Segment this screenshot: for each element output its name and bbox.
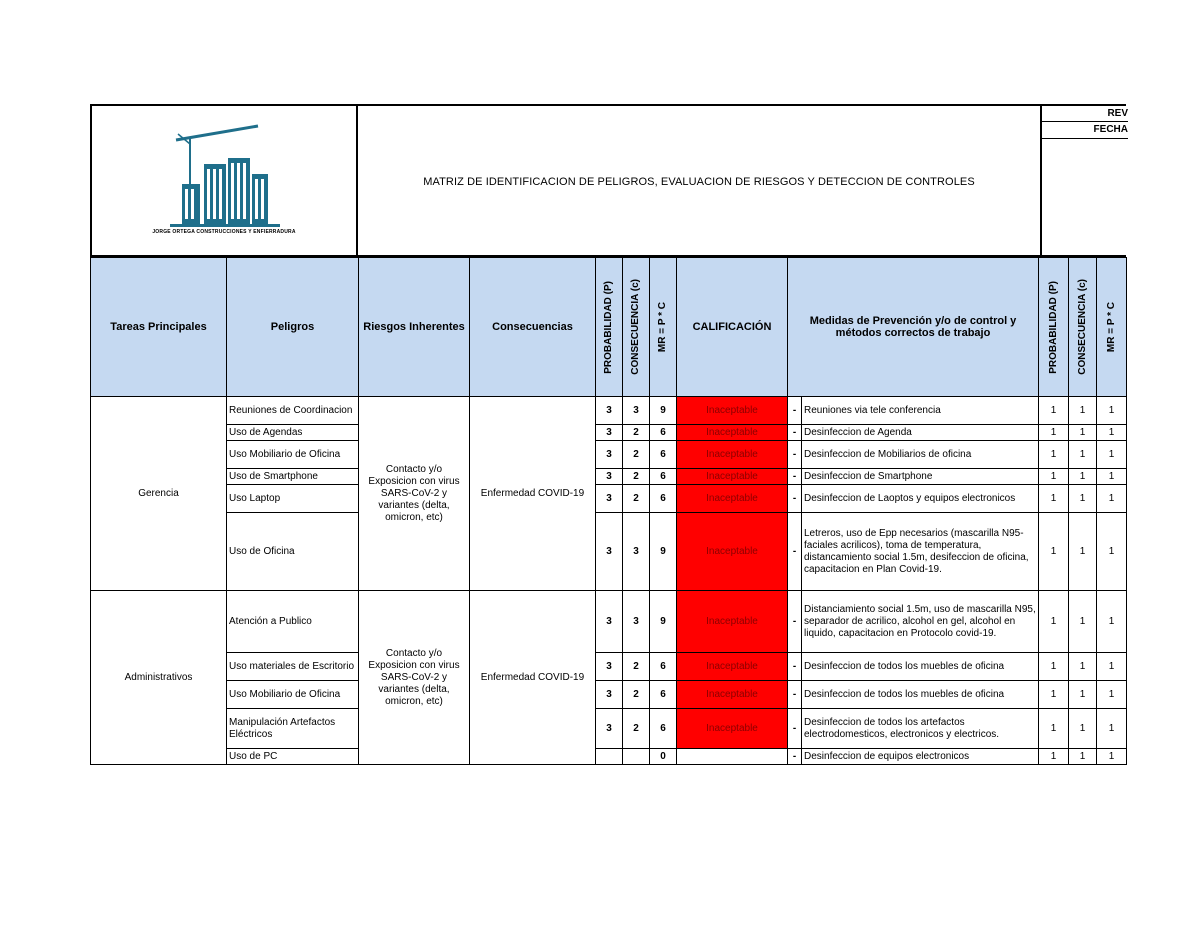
medida-cell: Reuniones via tele conferencia [802,397,1039,425]
tarea-cell: Gerencia [91,397,227,591]
logo-cell [92,106,358,257]
column-header-row [91,258,1127,397]
consecuencia-value-cell: 2 [623,485,650,513]
risk-matrix-table [90,257,1127,765]
table-row [91,441,1127,469]
consecuencia-value-cell: 2 [623,681,650,709]
table-row [91,709,1127,749]
consecuencia-value-cell: 2 [623,709,650,749]
bullet-dash: - [788,513,802,591]
consecuencia-value-cell: 3 [623,591,650,653]
mr-residual-cell: 1 [1097,397,1127,425]
consecuencia-residual-cell: 1 [1069,681,1097,709]
calificacion-cell: Inaceptable [677,441,788,469]
table-row [91,513,1127,591]
probabilidad-cell: 3 [596,441,623,469]
consecuencia-value-cell [623,749,650,765]
bullet-dash: - [788,749,802,765]
peligro-cell: Uso de Agendas [227,425,359,441]
calificacion-cell: Inaceptable [677,653,788,681]
calificacion-cell: Inaceptable [677,513,788,591]
consecuencia-residual-cell: 1 [1069,653,1097,681]
bullet-dash: - [788,397,802,425]
bullet-dash: - [788,653,802,681]
probabilidad-residual-cell: 1 [1039,441,1069,469]
mr-residual-cell: 1 [1097,591,1127,653]
tarea-cell: Administrativos [91,591,227,765]
col-medidas: Medidas de Prevención y/o de control y métodos correctos de trabajo [788,258,1039,397]
mr-residual-cell: 1 [1097,653,1127,681]
table-row [91,653,1127,681]
mr-residual-cell: 1 [1097,749,1127,765]
probabilidad-residual-cell: 1 [1039,653,1069,681]
peligro-cell: Uso Mobiliario de Oficina [227,441,359,469]
table-row [91,397,1127,425]
medida-cell: Desinfeccion de Agenda [802,425,1039,441]
table-row [91,749,1127,765]
bullet-dash: - [788,485,802,513]
medida-cell: Letreros, uso de Epp necesarios (mascarilla N95-faciales acrilicos), toma de temperatura, distancamiento social 1.5m, desifeccion de oficina, capacitacion en Plan Covid-19. [802,513,1039,591]
mr-cell: 9 [650,513,677,591]
title-cell [358,106,1042,257]
table-row [91,425,1127,441]
consecuencia-value-cell: 3 [623,397,650,425]
probabilidad-cell: 3 [596,397,623,425]
mr-cell: 6 [650,469,677,485]
consecuencia-value-cell: 2 [623,653,650,681]
probabilidad-cell: 3 [596,513,623,591]
table-row [91,681,1127,709]
mr-residual-cell: 1 [1097,425,1127,441]
probabilidad-cell: 3 [596,469,623,485]
col-calificacion: CALIFICACIÓN [677,258,788,397]
mr-cell: 9 [650,591,677,653]
medida-cell: Desinfeccion de Smartphone [802,469,1039,485]
consecuencia-value-cell: 3 [623,513,650,591]
medida-cell: Desinfeccion de todos los muebles de oficina [802,681,1039,709]
mr-cell: 6 [650,709,677,749]
probabilidad-residual-cell: 1 [1039,469,1069,485]
col-consecuencia: CONSECUENCIA (c) [623,258,650,397]
mr-cell: 6 [650,485,677,513]
table-row [91,469,1127,485]
bullet-dash: - [788,425,802,441]
consecuencia-value-cell: 2 [623,425,650,441]
riesgo-cell: Contacto y/o Exposicion con virus SARS-CoV-2 y variantes (delta, omicron, etc) [359,397,470,591]
document-title: MATRIZ DE IDENTIFICACION DE PELIGROS, EVALUACION DE RIESGOS Y DETECCION DE CONTROLES [423,175,975,188]
mr-residual-cell: 1 [1097,709,1127,749]
probabilidad-residual-cell: 1 [1039,485,1069,513]
mr-cell: 0 [650,749,677,765]
consecuencia-value-cell: 2 [623,469,650,485]
consecuencia-residual-cell: 1 [1069,425,1097,441]
calificacion-cell: Inaceptable [677,469,788,485]
rev-label: REV [1042,106,1128,122]
col-peligros: Peligros [227,258,359,397]
mr-residual-cell: 1 [1097,513,1127,591]
logo-caption: JORGE ORTEGA CONSTRUCCIONES Y ENFIERRADURA [152,229,296,235]
probabilidad-cell: 3 [596,591,623,653]
document-header [90,104,1126,257]
bullet-dash: - [788,469,802,485]
peligro-cell: Manipulación Artefactos Eléctricos [227,709,359,749]
bullet-dash: - [788,681,802,709]
consecuencia-residual-cell: 1 [1069,469,1097,485]
peligro-cell: Reuniones de Coordinacion [227,397,359,425]
col-mr-residual: MR = P * C [1097,258,1127,397]
probabilidad-cell: 3 [596,709,623,749]
probabilidad-cell: 3 [596,425,623,441]
company-logo [120,114,330,229]
peligro-cell: Atención a Publico [227,591,359,653]
mr-cell: 9 [650,397,677,425]
medida-cell: Desinfeccion de todos los artefactos electrodomesticos, electronicos y electricos. [802,709,1039,749]
consecuencia-residual-cell: 1 [1069,485,1097,513]
mr-residual-cell: 1 [1097,441,1127,469]
col-probabilidad-residual: PROBABILIDAD (P) [1039,258,1069,397]
mr-residual-cell: 1 [1097,681,1127,709]
calificacion-cell: Inaceptable [677,709,788,749]
mr-residual-cell: 1 [1097,485,1127,513]
probabilidad-residual-cell: 1 [1039,425,1069,441]
consecuencia-residual-cell: 1 [1069,513,1097,591]
col-probabilidad: PROBABILIDAD (P) [596,258,623,397]
riesgo-cell: Contacto y/o Exposicion con virus SARS-CoV-2 y variantes (delta, omicron, etc) [359,591,470,765]
mr-cell: 6 [650,653,677,681]
probabilidad-residual-cell: 1 [1039,397,1069,425]
mr-cell: 6 [650,441,677,469]
consecuencia-cell: Enfermedad COVID-19 [470,397,596,591]
consecuencia-residual-cell: 1 [1069,709,1097,749]
medida-cell: Desinfeccion de todos los muebles de oficina [802,653,1039,681]
calificacion-cell: Inaceptable [677,591,788,653]
probabilidad-cell: 3 [596,485,623,513]
matrix-body [91,397,1127,765]
consecuencia-residual-cell: 1 [1069,591,1097,653]
col-mr: MR = P * C [650,258,677,397]
medida-cell: Desinfeccion de Mobiliarios de oficina [802,441,1039,469]
bullet-dash: - [788,441,802,469]
peligro-cell: Uso Laptop [227,485,359,513]
table-row [91,485,1127,513]
col-tareas: Tareas Principales [91,258,227,397]
probabilidad-residual-cell: 1 [1039,681,1069,709]
peligro-cell: Uso de Oficina [227,513,359,591]
calificacion-cell: Inaceptable [677,681,788,709]
probabilidad-residual-cell: 1 [1039,591,1069,653]
probabilidad-residual-cell: 1 [1039,513,1069,591]
peligro-cell: Uso de PC [227,749,359,765]
col-consecuencias: Consecuencias [470,258,596,397]
mr-cell: 6 [650,425,677,441]
medida-cell: Distanciamiento social 1.5m, uso de mascarilla N95, separador de acrilico, alcohol en gel, alcohol en liquido, capacitacion en Protocolo covid-19. [802,591,1039,653]
mr-residual-cell: 1 [1097,469,1127,485]
probabilidad-cell: 3 [596,653,623,681]
mr-cell: 6 [650,681,677,709]
consecuencia-residual-cell: 1 [1069,441,1097,469]
fecha-label: FECHA [1042,122,1128,139]
calificacion-cell: Inaceptable [677,485,788,513]
probabilidad-cell: 3 [596,681,623,709]
probabilidad-residual-cell: 1 [1039,749,1069,765]
medida-cell: Desinfeccion de equipos electronicos [802,749,1039,765]
medida-cell: Desinfeccion de Laoptos y equipos electronicos [802,485,1039,513]
peligro-cell: Uso materiales de Escritorio [227,653,359,681]
peligro-cell: Uso de Smartphone [227,469,359,485]
col-riesgos: Riesgos Inherentes [359,258,470,397]
bullet-dash: - [788,709,802,749]
probabilidad-residual-cell: 1 [1039,709,1069,749]
peligro-cell: Uso Mobiliario de Oficina [227,681,359,709]
col-consecuencia-residual: CONSECUENCIA (c) [1069,258,1097,397]
calificacion-cell [677,749,788,765]
table-row [91,591,1127,653]
calificacion-cell: Inaceptable [677,425,788,441]
consecuencia-residual-cell: 1 [1069,397,1097,425]
consecuencia-cell: Enfermedad COVID-19 [470,591,596,765]
probabilidad-cell [596,749,623,765]
consecuencia-value-cell: 2 [623,441,650,469]
consecuencia-residual-cell: 1 [1069,749,1097,765]
bullet-dash: - [788,591,802,653]
calificacion-cell: Inaceptable [677,397,788,425]
